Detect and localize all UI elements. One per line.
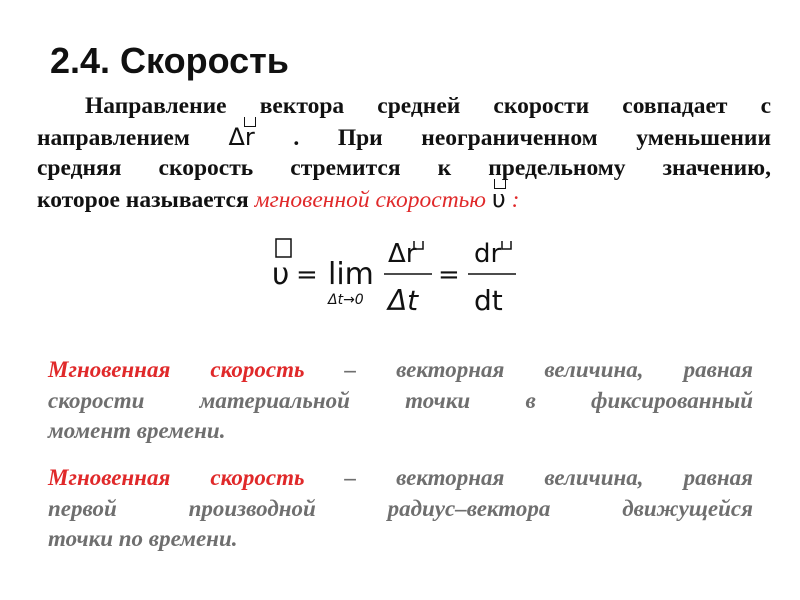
intro-line-2-end: . При неограниченном уменьшении xyxy=(293,124,771,151)
formula-equals-1: = xyxy=(296,260,318,290)
definition-1-line-3: момент времени. xyxy=(48,418,226,443)
intro-line-1: Направление вектора средней скорости совпадает с xyxy=(85,93,771,119)
intro-line-4-colon: : xyxy=(511,186,520,213)
intro-line-3: средняя скорость стремится к предельному значению, xyxy=(37,155,771,181)
definition-2-line-1: Мгновенная скорость – векторная величина, равная xyxy=(48,465,753,490)
definition-2 xyxy=(48,463,753,555)
definition-1-line-2: скорости материальной точки в фиксированный xyxy=(48,387,753,413)
intro-line-2 xyxy=(37,122,771,154)
instant-velocity-term: мгновенной скоростью xyxy=(254,186,486,213)
formula-svg xyxy=(268,232,528,318)
intro-line-4-start: которое называется xyxy=(37,186,249,213)
definition-2-line-3: точки по времени. xyxy=(48,526,238,551)
formula-equals-2: = xyxy=(438,260,460,290)
intro-paragraph xyxy=(37,91,771,215)
delta-r-symbol: Δr xyxy=(228,122,254,153)
definition-2-line-2: первой производной радиус–вектора движущейся xyxy=(48,495,753,521)
formula-frac2-numerator: dr xyxy=(474,239,502,269)
velocity-symbol: υ xyxy=(492,184,506,215)
intro-line-2-start: направлением xyxy=(37,124,190,151)
formula-frac1-numerator: Δr xyxy=(388,239,417,269)
slide-title: 2.4. Скорость xyxy=(50,40,289,81)
formula-lim-subscript: Δt→0 xyxy=(328,292,364,308)
definition-1-term: Мгновенная скорость xyxy=(48,357,305,382)
formula-frac1-denominator: Δt xyxy=(388,284,419,317)
velocity-formula xyxy=(268,232,528,318)
definition-1 xyxy=(48,355,753,447)
definition-1-line-1: Мгновенная скорость – векторная величина, равная xyxy=(48,357,753,382)
vector-mark xyxy=(244,117,256,127)
definition-2-term: Мгновенная скорость xyxy=(48,465,305,490)
formula-lim: lim xyxy=(328,257,374,292)
vector-box-icon xyxy=(276,239,291,257)
formula-lhs: υ xyxy=(272,257,290,292)
intro-line-4 xyxy=(37,184,771,216)
formula-frac2-denominator: dt xyxy=(474,284,503,317)
vector-mark-icon xyxy=(502,241,511,249)
vector-mark xyxy=(494,179,506,189)
